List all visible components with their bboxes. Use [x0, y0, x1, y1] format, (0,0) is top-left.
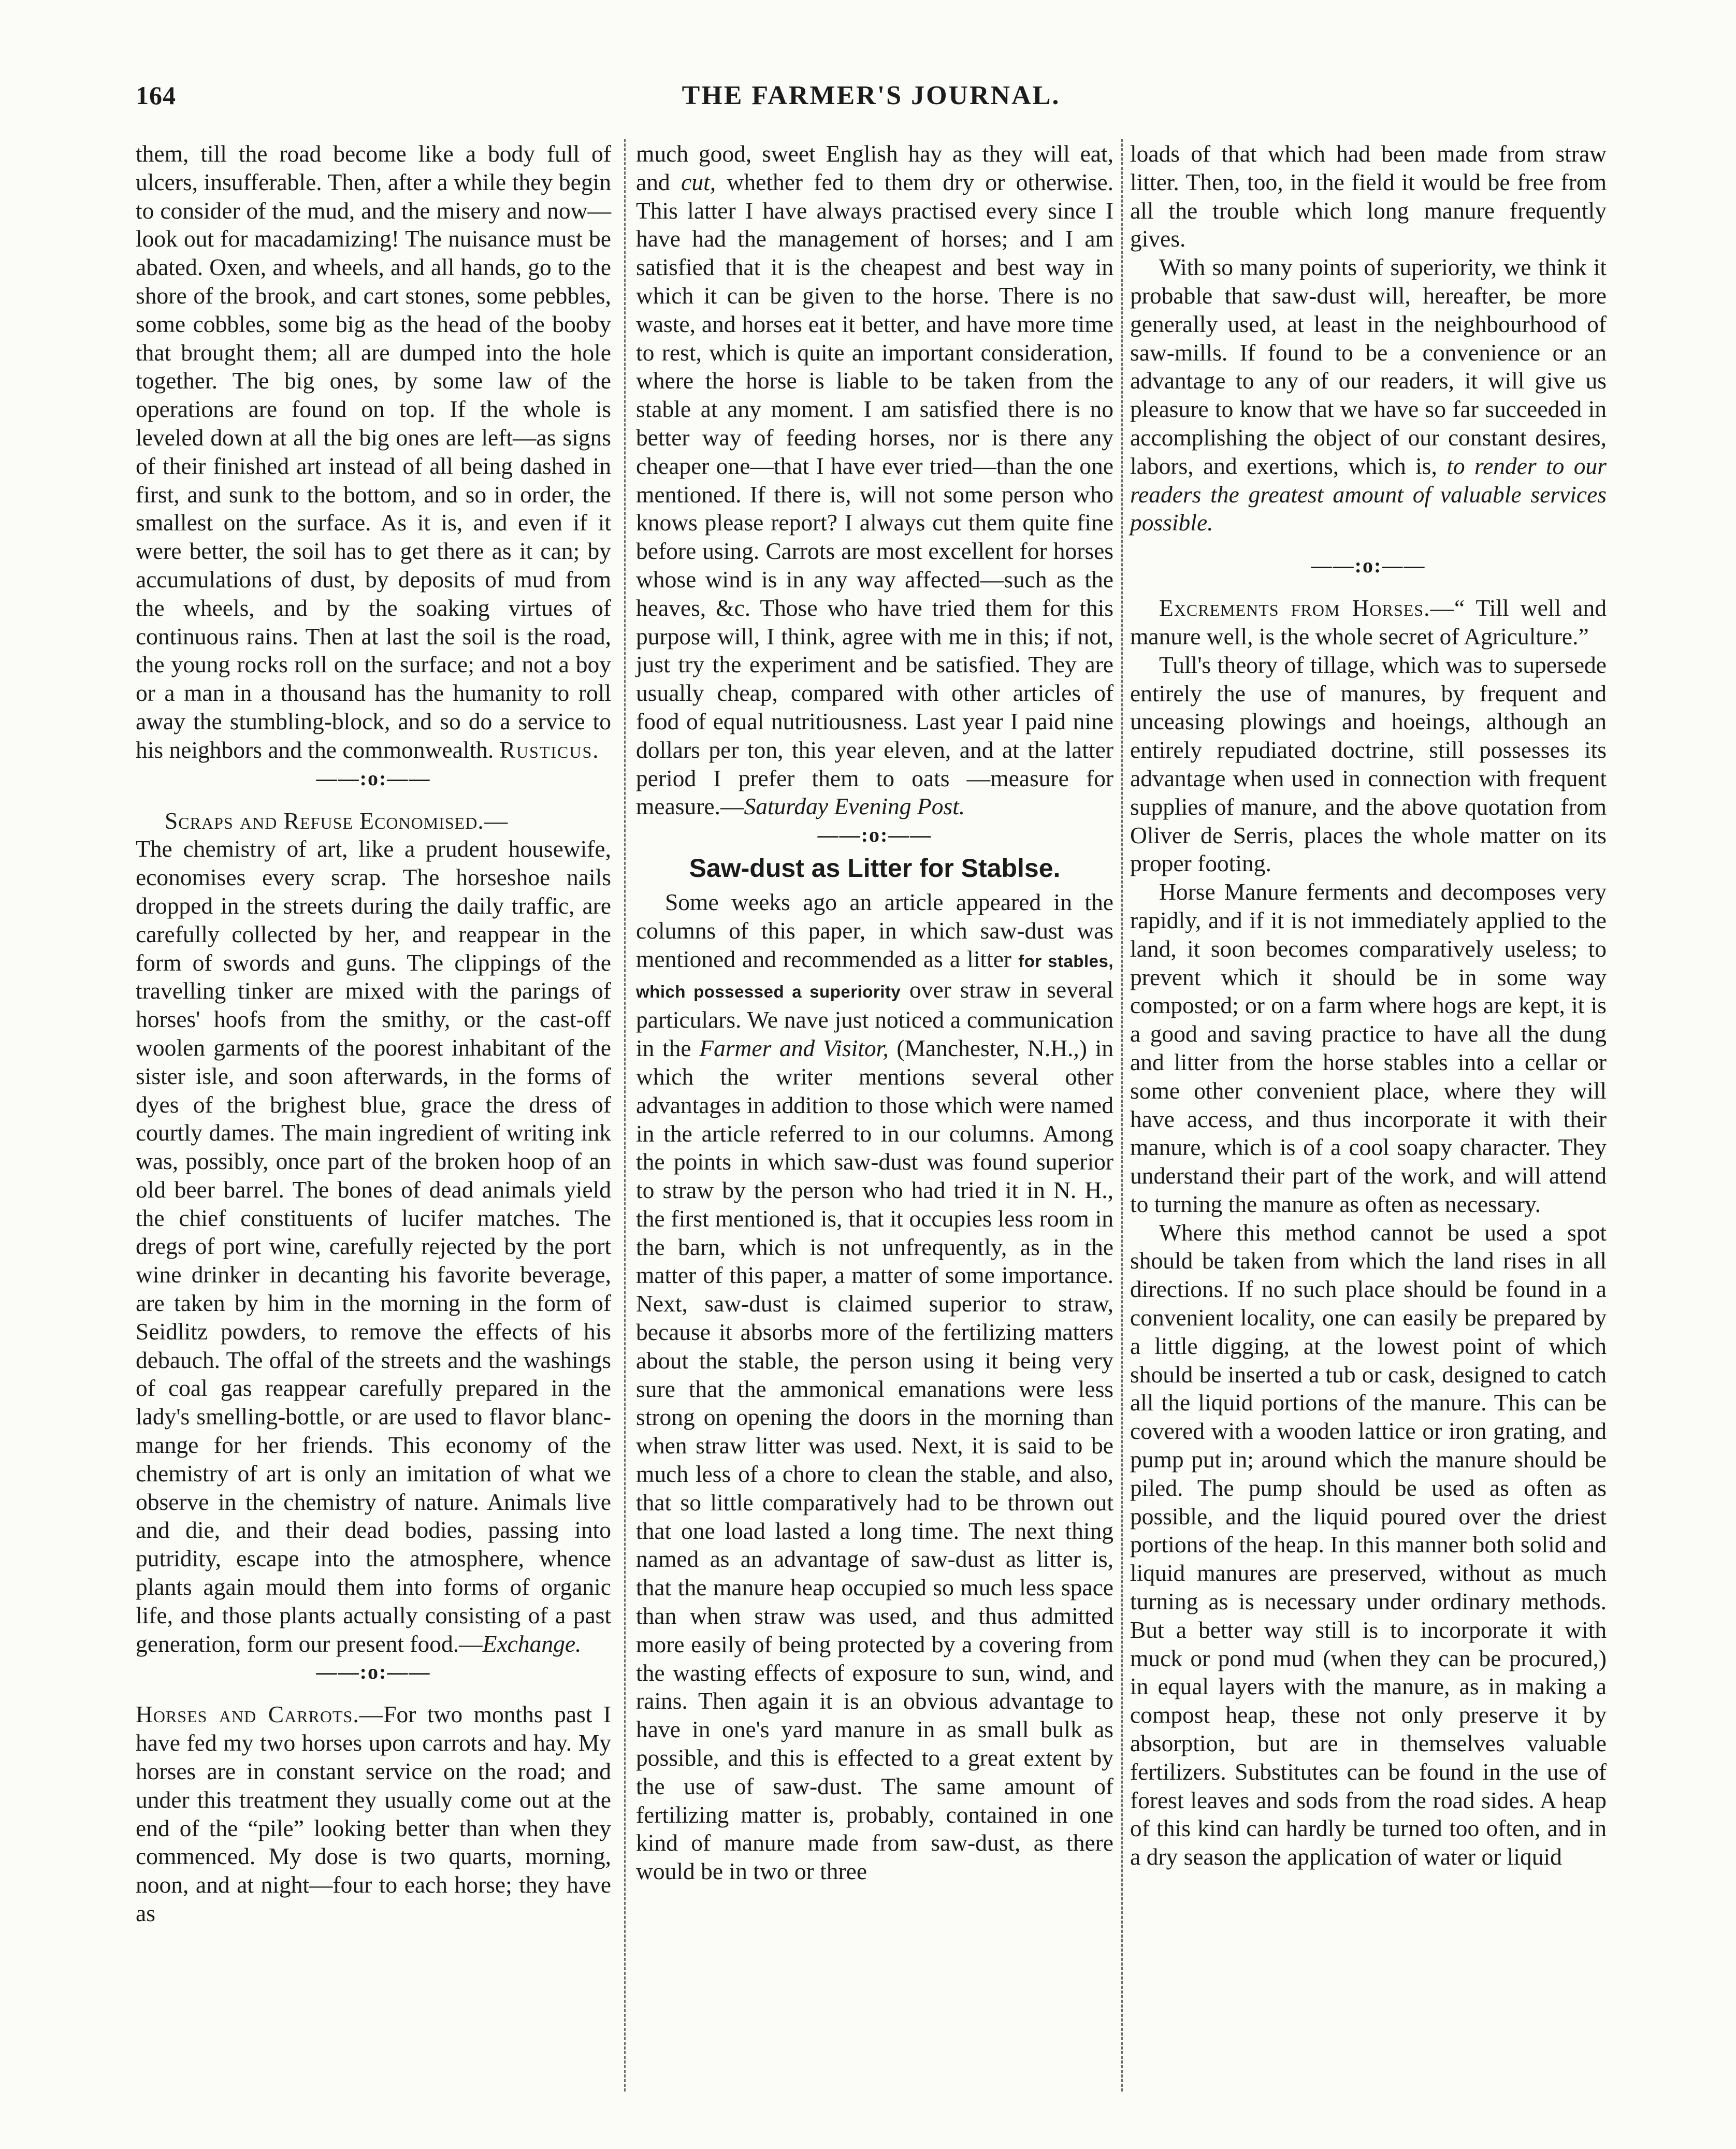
- article-sawdust-conclusion-text: With so many points of superiority, we think it probable that saw-dust will, hereafter, be more generally used, at least in the neighbourhood of saw-mills. If found to be a convenience or an advantage to any of our readers, it will give us pleasure to know that we have so far succeeded in accomplishing the object of our constant desires, labors, and exertions, which is,: [1130, 254, 1607, 479]
- article-sawdust-bold: for stables, which possessed a superiority: [636, 951, 1114, 1001]
- article-scraps: [136, 807, 611, 835]
- article-roads-body: [136, 140, 611, 765]
- journal-title: THE FARMER'S JOURNAL.: [682, 81, 1061, 110]
- article-roads-signature: Rusticus.: [499, 736, 600, 763]
- column-rule-right: [1121, 139, 1123, 2092]
- article-scraps-text: The chemistry of art, like a prudent housewife, economises every scrap. The horseshoe nails dropped in the streets during the daily traffic, are carefully collected by her, and reappear in the form of swords and guns. The clippings of the travelling tinker are mixed with the parings of horses' hoofs from the smithy, or the cast-off woolen garments of the poorest inhabitant of the sister isle, and soon afterwards, in the forms of dyes of the brighest blue, grace the dress of courtly dames. The main ingredient of writing ink was, possibly, once part of the broken hoop of an old beer barrel. The bones of dead animals yield the chief constituents of lucifer matches. The dregs of port wine, carefully rejected by the port wine drinker in decanting his favorite beverage, are taken by him in the morning in the form of Seidlitz powders, to remove the effects of his debauch. The offal of the streets and the washings of coal gas reappear carefully prepared in the lady's smelling-bottle, or are used to flavor blanc-mange for her friends. This economy of the chemistry of art is only an imitation of what we observe in the chemistry of nature. Animals live and die, and their dead bodies, passing into putridity, escape into the atmosphere, whence plants again mould them into forms of organic life, and those plants actually consisting of a past generation, form our present food.—: [136, 835, 611, 1657]
- article-excrements-p2: Horse Manure ferments and decomposes very rapidly, and if it is not immediately applied to the land, it soon becomes comparatively useless; to prevent which it should be in some way composted; or on a farm where hogs are kept, it is a good and saving practice to have all the dung and litter from the horse stables into a cellar or some other convenient place, where they will have access, and thus incorporate it with their manure, which is of a cool soapy character. They understand their part of the work, and will attend to turning the manure as often as necessary.: [1130, 878, 1607, 1217]
- article-sawdust-continued: loads of that which had been made from straw litter. Then, too, in the field it would be free from all the trouble which long manure frequently gives.: [1130, 140, 1607, 252]
- article-horses-cut: cut,: [681, 168, 716, 195]
- article-scraps-body: [136, 835, 611, 1658]
- article-sawdust-source-name: Farmer and Visitor,: [699, 1035, 889, 1062]
- column-1: [136, 140, 611, 1928]
- article-sawdust-body: [636, 888, 1113, 1886]
- article-roads-text: them, till the road become like a body full of ulcers, insufferable. Then, after a while they begin to consider of the mud, and the misery and now—look out for macadamizing! The nuisance must be abated. Oxen, and wheels, and all hands, go to the shore of the brook, and cart stones, some pebbles, some cobbles, some big as the head of the booby that brought them; all are dumped into the hole together. The big ones, by some law of the operations are found on top. If the whole is leveled down at all the big ones are left—as signs of their finished art instead of all being dashed in first, and sunk to the bottom, and so in order, the smallest on the surface. As it is, and even if it were better, the soil has to get there as it can; by accumulations of dust, by deposits of mud from the wheels, and by the soaking virtues of continuous rains. Then at last the soil is the road, the young rocks roll on the surface; and not a boy or a man in a thousand has the humanity to roll away the stumbling-block, and so do a service to his neighbors and the commonwealth.: [136, 140, 611, 763]
- spacer: [136, 792, 611, 807]
- page-header: [136, 80, 1607, 117]
- article-horses-text: For two months past I have fed my two horses upon carrots and hay. My horses are in constant service on the road; and under this treatment they usually come out at the end of the “pile” looking better than when they commenced. My dose is two quarts, morning, noon, and at night—four to each horse; they have as: [136, 1701, 611, 1927]
- page-number: 164: [136, 81, 176, 110]
- column-rule-left: [624, 139, 626, 2092]
- article-horses-cont-1: much good, sweet English hay as they will eat, and: [636, 140, 1113, 195]
- article-excrements-p3: Where this method cannot be used a spot should be taken from which the land rises in all directions. If no such place should be found in a convenient locality, one can easily be prepared by a little digging, at the lowest point of which should be inserted a tub or cask, designed to catch all the liquid portions of the manure. This can be covered with a wooden lattice or iron grating, and pump put in; around which the manure should be piled. The pump should be used as often as possible, and the liquid poured over the driest portions of the heap. In this manner both solid and liquid manures are preserved, without as much turning as is necessary under ordinary methods. But a better way still is to incorporate it with muck or pond mud (when they can be procured,) in equal layers with the manure, as in making a compost heap, these not only preserve it by absorption, but are in themselves valuable fertilizers. Substitutes can be found in the use of forest leaves and sods from the road sides. A heap of this kind can hardly be turned too often, and in a dry season the application of water or liquid: [1130, 1219, 1607, 1870]
- article-scraps-heading: Scraps and Refuse Economised.—: [165, 807, 509, 834]
- article-sawdust-conclusion: [1130, 253, 1607, 537]
- article-horses-heading: Horses and Carrots.—: [136, 1701, 384, 1728]
- article-horses-body: [136, 1700, 611, 1927]
- article-scraps-source: Exchange.: [482, 1630, 582, 1657]
- section-separator: ——:o:——: [817, 823, 932, 847]
- article-horses-cont-2: whether fed to them dry or otherwise. This latter I have always practised every since I have had the management of horses; and I am satisfied that it is the cheapest and best way in which it can be given to the horse. There is no waste, and horses eat it better, and have more time to rest, which is quite an important consideration, where the horse is liable to be taken from the stable at any moment. I am satisfied there is no better way of feeding horses, nor is there any cheaper one—that I have ever tried—than the one mentioned. If there is, will not some person who knows please report? I always cut them quite fine before using. Carrots are most excellent for horses whose wind is in any way affected—such as the heaves, &c. Those who have tried them for this purpose will, I think, agree with me in this; if not, just try the experiment and be satisfied. They are usually cheap, compared with other articles of food of equal nutritiousness. Last year I paid nine dollars per ton, this year eleven, and at the latter period I prefer them to oats —measure for measure.—: [636, 168, 1113, 820]
- section-separator: ——:o:——: [316, 766, 431, 790]
- section-separator: ——:o:——: [316, 1660, 431, 1684]
- article-horses-continued: [636, 140, 1113, 821]
- article-excrements-quote: “ Till well and manure well, is the whole secret of Agriculture.”: [1130, 595, 1607, 650]
- section-separator: ——:o:——: [1311, 554, 1426, 578]
- article-excrements-intro: [1130, 594, 1607, 651]
- article-sawdust-p2: over straw in several particulars. We nave just noticed a communication in the: [636, 976, 1114, 1062]
- spacer: [136, 1686, 611, 1700]
- article-sawdust-p1: Some weeks ago an article appeared in the columns of this paper, in which saw-dust was mentioned and recommended as a litter: [636, 889, 1113, 972]
- column-2: [636, 140, 1113, 1886]
- spacer: [1130, 580, 1607, 594]
- spacer: [1130, 537, 1607, 552]
- article-horses-source: Saturday Evening Post.: [744, 793, 965, 820]
- article-sawdust-italic: to render to our readers the greatest amount of valuable services possible.: [1130, 452, 1607, 536]
- article-sawdust-heading: Saw-dust as Litter for Stablse.: [689, 854, 1061, 883]
- article-sawdust-p3: (Manchester, N.H.,) in which the writer mentions several other advantages in addition to those which were named in the article referred to in our columns. Among the points in which saw-dust was found superior to straw by the person who had tried it in N. H., the first mentioned is, that it occupies less room in the barn, which is not unfrequently, as in the matter of this paper, a matter of some importance. Next, saw-dust is claimed superior to straw, because it absorbs more of the fertilizing matters about the stable, the person using it being very sure that the ammonical emanations were less strong on opening the doors in the morning than when straw litter was used. Next, it is said to be much less of a chore to clean the stable, and also, that so little comparatively had to be thrown out that one load lasted a long time. The next thing named as an advantage of saw-dust as litter is, that the manure heap occupied so much less space than when straw was used, and thus admitted more easily of being protected by a covering from the wasting effects of exposure to sun, wind, and rains. Then again it is an obvious advantage to have in one's yard manure in as small bulk as possible, and this is effected to a great extent by the use of saw-dust. The same amount of fertilizing matter is, probably, contained in one kind of manure made from saw-dust, as there would be in two or three: [636, 1035, 1113, 1885]
- column-3: [1130, 140, 1607, 1871]
- article-excrements-p1: Tull's theory of tillage, which was to supersede entirely the use of manures, by frequent and unceasing plowings and hoeings, although an entirely repudiated doctrine, still possesses its advantage when used in connection with frequent supplies of manure, and the above quotation from Oliver de Serris, places the whole matter on its proper footing.: [1130, 651, 1607, 877]
- article-excrements-heading: Excrements from Horses.—: [1159, 595, 1454, 622]
